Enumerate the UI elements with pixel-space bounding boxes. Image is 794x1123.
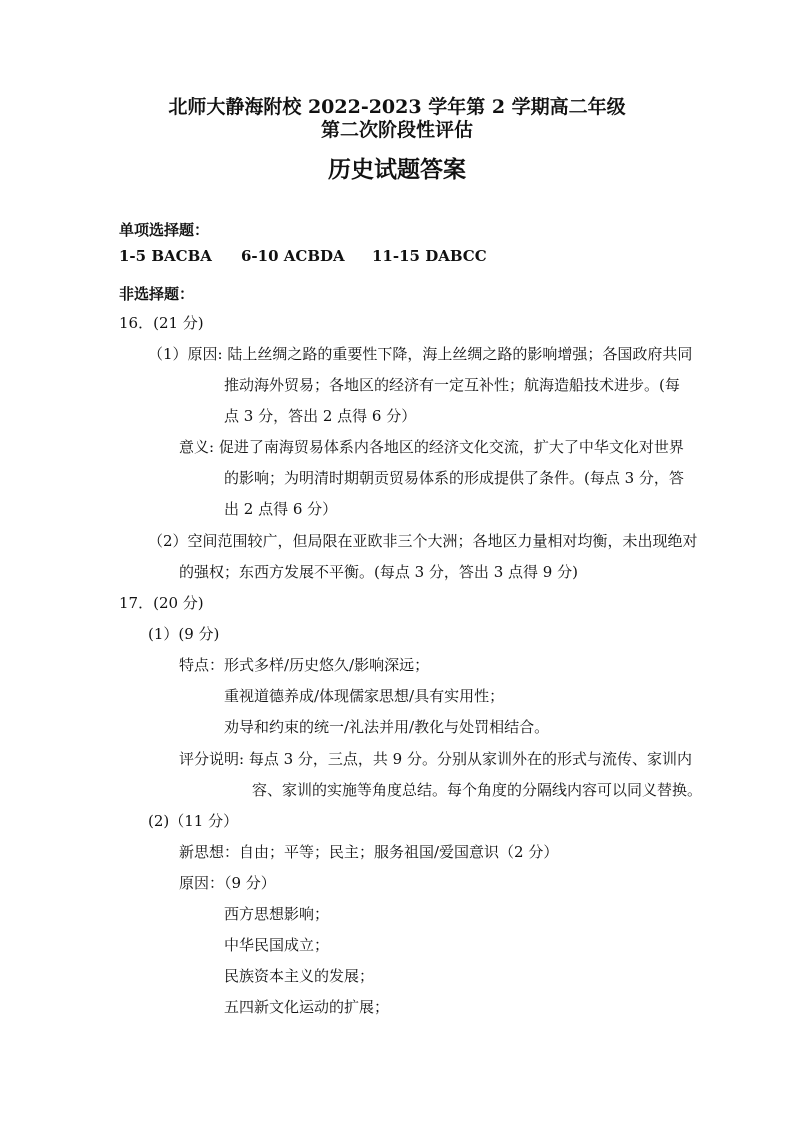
q17-p2-label: (2)（11 分）: [148, 812, 239, 830]
q16-significance-line3: 出 2 点得 6 分）: [224, 500, 338, 518]
mc-answers-6-10: 6-10 ACBDA: [241, 247, 345, 265]
q17-scoring-line1: 评分说明: 每点 3 分，三点，共 9 分。分别从家训外在的形式与流传、家训内: [179, 750, 692, 768]
q17-reason-item: 西方思想影响；: [224, 905, 330, 923]
q17-features-line2: 重视道德养成/体现儒家思想/具有实用性；: [224, 687, 505, 705]
q17-new-thought: 新思想：自由；平等；民主；服务祖国/爱国意识（2 分）: [179, 843, 559, 861]
q16-significance-line1: 意义: 促进了南海贸易体系内各地区的经济文化交流，扩大了中华文化对世界: [179, 438, 684, 456]
mc-heading: 单项选择题：: [119, 221, 210, 239]
nonmc-heading: 非选择题：: [119, 285, 195, 303]
q17-reason-item: 五四新文化运动的扩展；: [224, 998, 390, 1016]
mc-answers-1-5: 1-5 BACBA: [119, 247, 212, 265]
q17-features-line3: 劝导和约束的统一/礼法并用/教化与处罚相结合。: [224, 718, 550, 736]
document-title: 历史试题答案: [328, 156, 466, 183]
q16-p1-line3: 点 3 分，答出 2 点得 6 分）: [224, 407, 417, 425]
q16-p2-line1: （2）空间范围较广，但局限在亚欧非三个大洲；各地区力量相对均衡，未出现绝对: [148, 532, 698, 550]
q17-reason-label: 原因：（9 分）: [179, 874, 276, 892]
q17-reason-item: 中华民国成立；: [224, 936, 330, 954]
q16-p2-line2: 的强权；东西方发展不平衡。(每点 3 分，答出 3 点得 9 分): [179, 563, 578, 581]
q17-p1-label: (1）(9 分): [148, 625, 220, 643]
header-line-2: 第二次阶段性评估: [320, 119, 473, 141]
header-line-1: 北师大静海附校 2022-2023 学年第 2 学期高二年级: [168, 96, 626, 118]
q16-p1-line2: 推动海外贸易；各地区的经济有一定互补性；航海造船技术进步。(每: [224, 376, 680, 394]
q16-p1-line1: （1）原因: 陆上丝绸之路的重要性下降，海上丝绸之路的影响增强；各国政府共同: [148, 345, 693, 363]
q17-label: 17．(20 分): [119, 594, 204, 612]
q16-label: 16．(21 分): [119, 314, 204, 332]
q17-features-line1: 特点：形式多样/历史悠久/影响深远；: [179, 656, 430, 674]
mc-answers-11-15: 11-15 DABCC: [372, 247, 487, 265]
q16-significance-line2: 的影响；为明清时期朝贡贸易体系的形成提供了条件。(每点 3 分，答: [224, 469, 684, 487]
q17-scoring-line2: 容、家训的实施等角度总结。每个角度的分隔线内容可以同义替换。: [252, 781, 703, 799]
q17-reason-item: 民族资本主义的发展；: [224, 967, 375, 985]
